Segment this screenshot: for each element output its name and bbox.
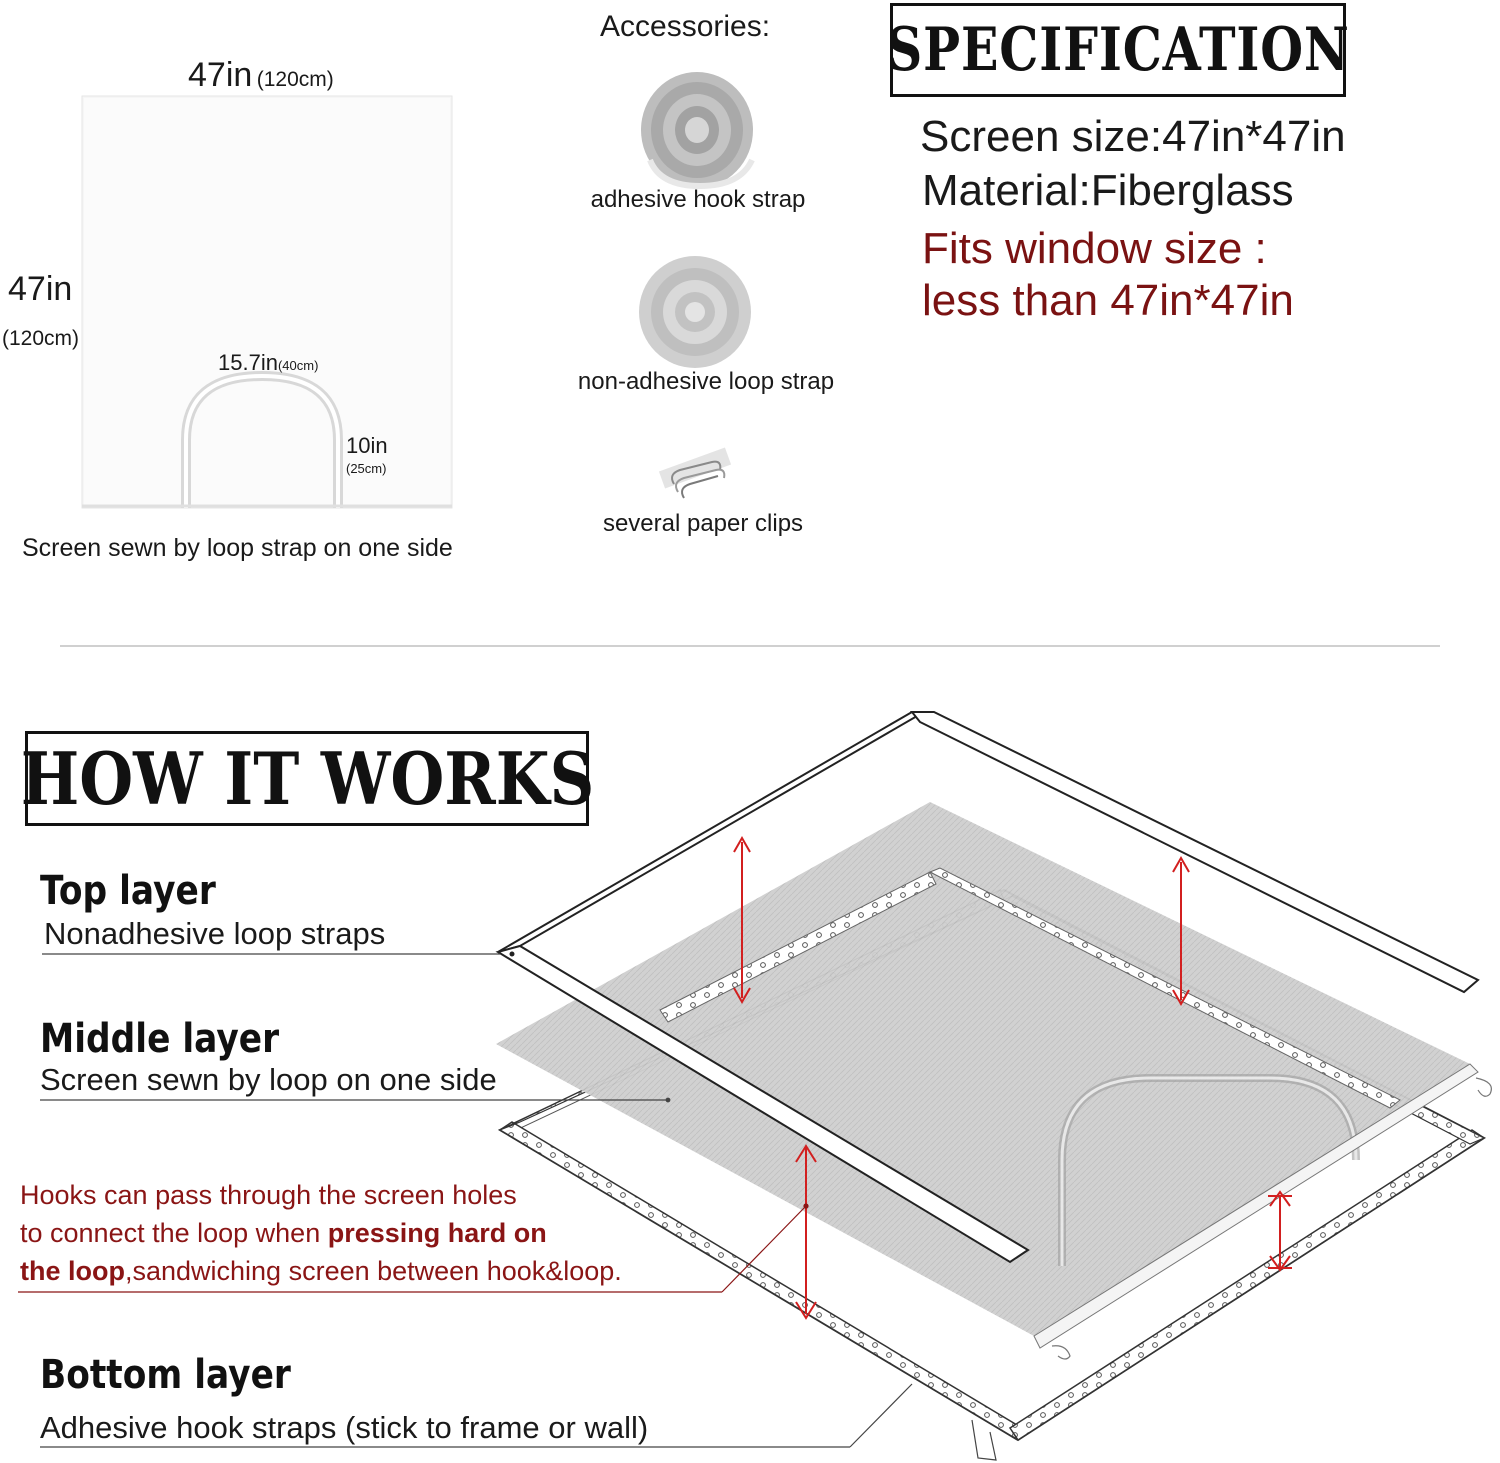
- specification-title: SPECIFICATION: [886, 15, 1350, 85]
- height-sub: (120cm): [2, 327, 80, 350]
- height-main: 47in: [8, 270, 73, 308]
- note-line2: [20, 1214, 622, 1252]
- opening-width-dimension: [218, 350, 318, 376]
- opening-height-sub: (25cm): [346, 461, 387, 476]
- note-line3-bold: the loop: [20, 1256, 125, 1286]
- note-line3-post: ,sandwiching screen between hook&loop.: [124, 1256, 622, 1286]
- hook-strap-roll-icon: [641, 72, 753, 188]
- spec-material: Material:Fiberglass: [922, 166, 1294, 215]
- opening-width-sub: (40cm): [277, 358, 319, 373]
- top-layer-desc: Nonadhesive loop straps: [44, 916, 386, 951]
- spec-fits-line1: Fits window size :: [922, 224, 1267, 273]
- spec-screen-size: Screen size:47in*47in: [920, 112, 1346, 161]
- middle-layer-title: Middle layer: [40, 1016, 280, 1062]
- spec-fits-line2: less than 47in*47in: [922, 276, 1294, 325]
- paper-clips-icon: [662, 456, 728, 498]
- middle-layer-desc: Screen sewn by loop on one side: [40, 1062, 497, 1097]
- note-line2-bold: pressing hard on: [327, 1218, 547, 1248]
- loop-strap-roll-icon: [639, 256, 751, 368]
- how-it-works-title: HOW IT WORKS: [20, 736, 594, 821]
- bottom-layer-desc: Adhesive hook straps (stick to frame or wall): [40, 1410, 649, 1445]
- middle-layer-screen: [496, 802, 1478, 1348]
- accessory-label-hook: adhesive hook strap: [590, 186, 806, 213]
- accessory-label-clips: several paper clips: [602, 510, 804, 537]
- width-dimension: [188, 56, 334, 95]
- screen-caption: Screen sewn by loop strap on one side: [22, 534, 453, 562]
- note-line1: Hooks can pass through the screen holes: [20, 1180, 517, 1210]
- width-sub: (120cm): [256, 68, 334, 91]
- top-layer-title: Top layer: [40, 868, 216, 914]
- accessories-title: Accessories:: [600, 10, 771, 43]
- accessory-label-loop: non-adhesive loop strap: [577, 368, 835, 395]
- screen-product-image: [82, 96, 452, 508]
- opening-height-main: 10in: [346, 433, 388, 458]
- opening-width-main: 15.7in: [218, 350, 278, 375]
- note-line2-pre: to connect the loop when: [20, 1218, 328, 1248]
- hooks-note: [20, 1176, 622, 1290]
- bottom-layer-title: Bottom layer: [40, 1352, 291, 1398]
- width-main: 47in: [188, 56, 253, 94]
- specification-heading-box: [886, 3, 1350, 97]
- how-it-works-heading-box: [20, 731, 594, 826]
- note-line3: [20, 1252, 622, 1290]
